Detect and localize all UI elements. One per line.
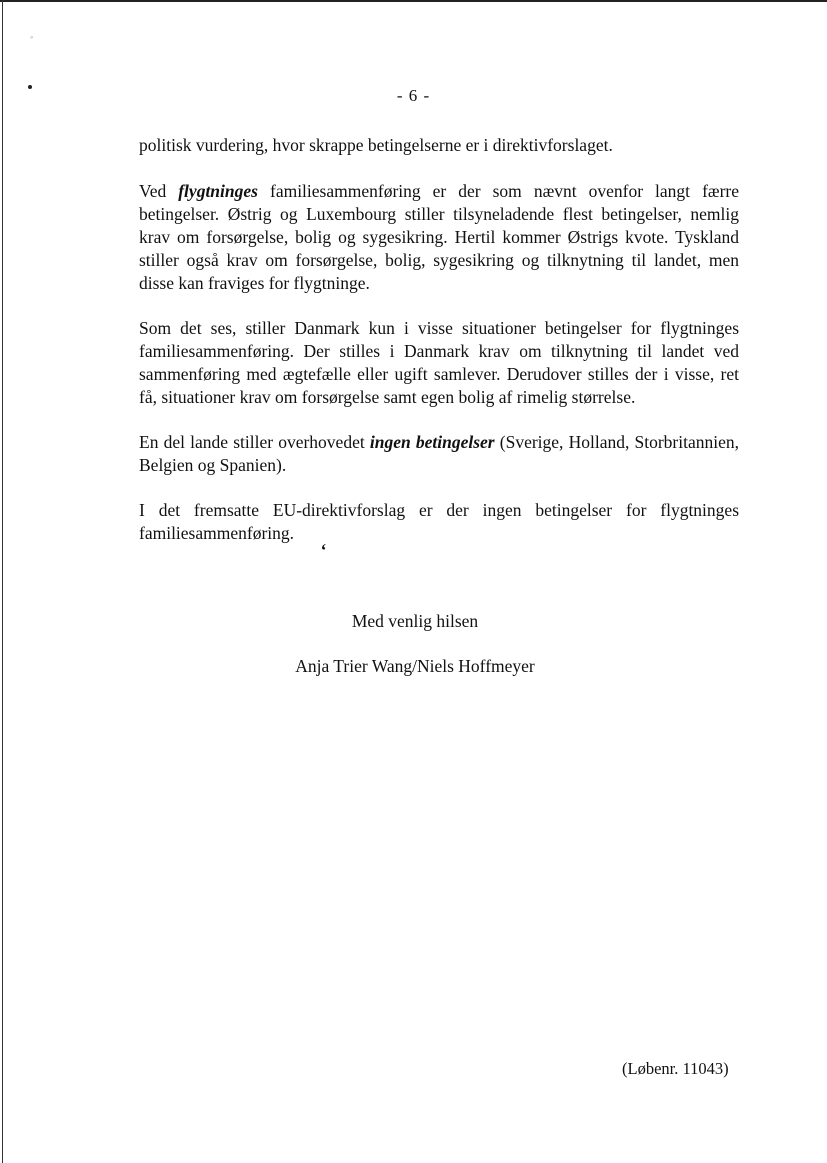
paragraph-2-lead: Ved [139, 181, 179, 201]
emphasis-flygtninges: flygtninges [178, 181, 258, 201]
reference-number: (Løbenr. 11043) [622, 1059, 729, 1078]
paragraph-4 [139, 431, 739, 477]
paragraph-5: I det fremsatte EU-direktivforslag er der ingen betingelser for flygtninges familiesammenføring. [139, 500, 739, 543]
paragraph-4-body: (Sverige, Holland, Storbritannien, Belgien og Spanien). [139, 432, 739, 475]
page-number: - 6 - [396, 86, 431, 105]
paragraph-3: Som det ses, stiller Danmark kun i visse situationer betingelser for flygtninges familiesammenføring. Der stilles i Danmark krav om tilknytning til landet ved sammenføring med ægtefælle eller ugift samlever. Derudover stilles der i visse, ret få, situationer krav om forsørgelse samt egen bolig af rimelig størrelse. [139, 318, 739, 407]
paragraph-2 [139, 180, 739, 295]
closing-greeting: Med venlig hilsen [351, 611, 479, 631]
closing-signature: Anja Trier Wang/Niels Hoffmeyer [295, 656, 535, 676]
scan-top-border [0, 0, 827, 5]
emphasis-ingen-betingelser: ingen betingelser [369, 432, 495, 452]
paragraph-1: politisk vurdering, hvor skrappe betingelserne er i direktivforslaget. [139, 135, 613, 155]
paragraph-2-body: familiesammenføring er der som nævnt ovenfor langt færre betingelser. Østrig og Luxembourg stiller tilsyneladende flest betingelser, nemlig krav om forsørgelse, bolig og sygesikring. Hertil kommer Østrigs kvote. Tyskland stiller også krav om forsørgelse, bolig, sygesikring og tilknytning til landet, men disse kan fraviges for flygtninge. [139, 181, 739, 293]
scan-artifact-mark: ◦ [30, 32, 34, 42]
scan-left-border [2, 0, 3, 1163]
scan-artifact-stroke: ʻ [320, 540, 326, 560]
paragraph-4-lead: En del lande stiller overhovedet [139, 432, 370, 452]
